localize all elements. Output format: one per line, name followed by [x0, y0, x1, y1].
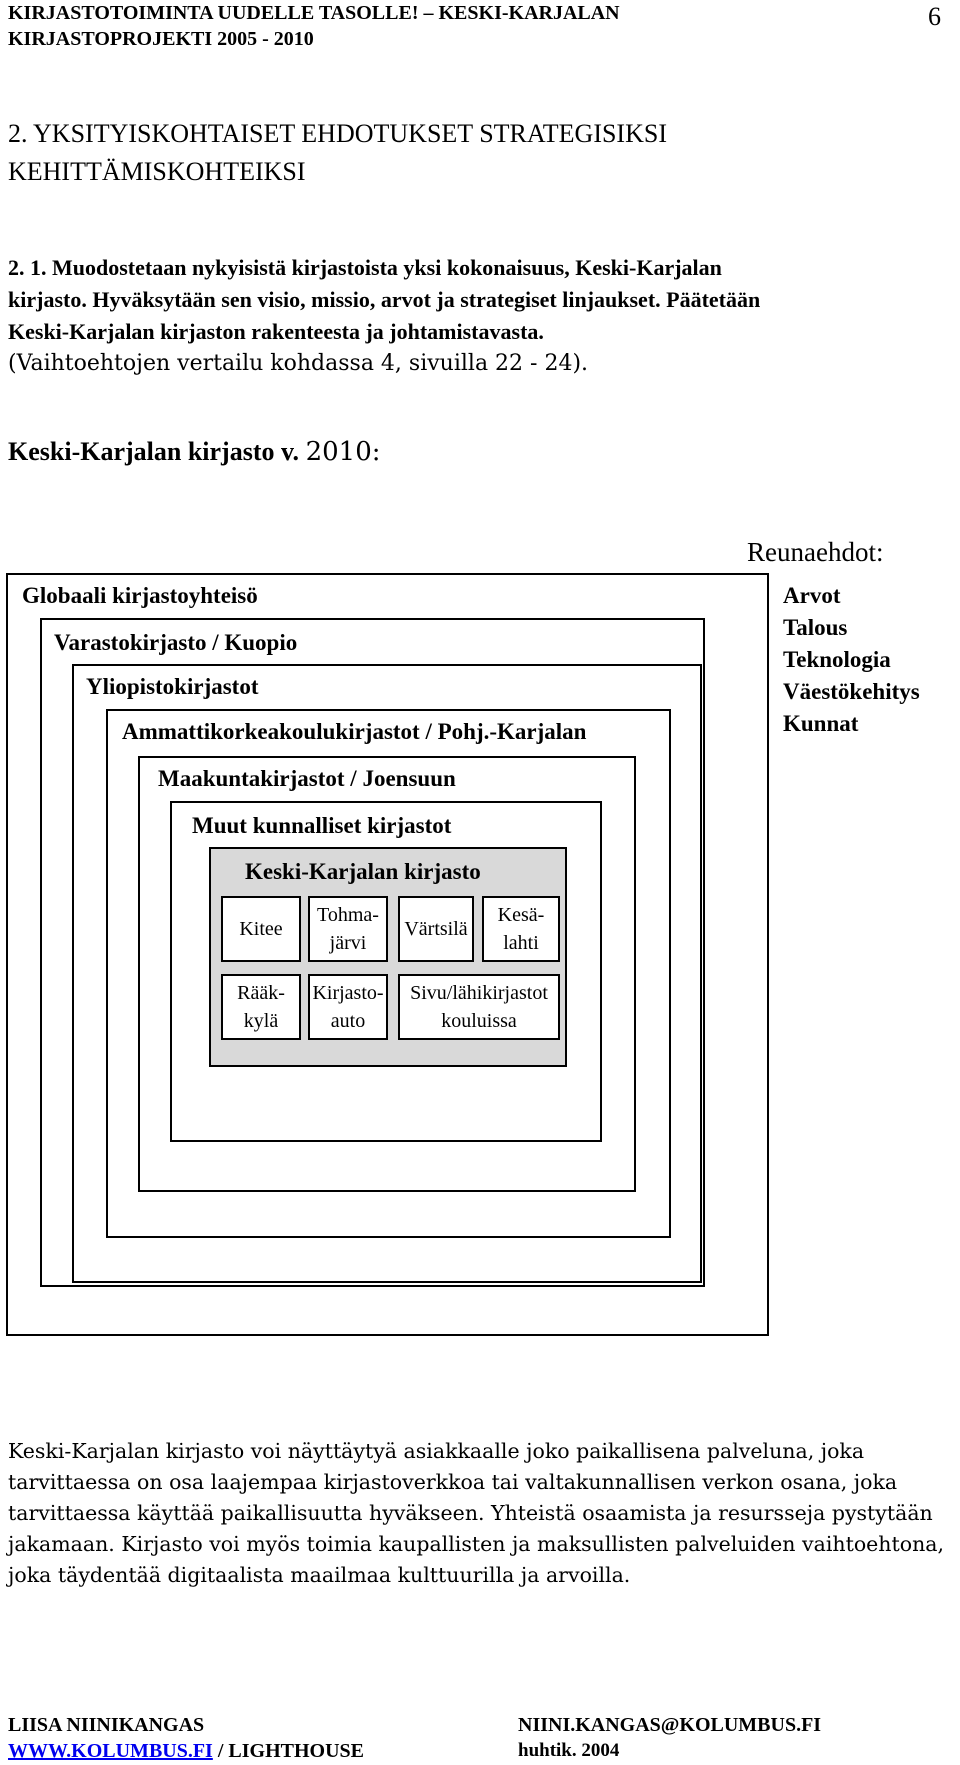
subsection-line4: (Vaihtoehtojen vertailu kohdassa 4, sivuilla 22 - 24).	[8, 351, 589, 376]
footer-email: NIINI.KANGAS@KOLUMBUS.FI	[518, 1714, 822, 1736]
condition-talous: Talous	[783, 615, 848, 640]
label-keski-karjala: Keski-Karjalan kirjasto	[245, 859, 481, 884]
unit-sivukirjastot-label: Sivu/lähikirjastot kouluissa	[410, 982, 548, 1032]
page-number: 6	[928, 2, 941, 31]
unit-raakkyla-label: Rääk- kylä	[237, 982, 285, 1032]
condition-teknologia: Teknologia	[783, 647, 891, 672]
unit-kesalahti-label: Kesä- lahti	[497, 904, 545, 954]
unit-kirjastoauto	[308, 974, 388, 1040]
diagram-heading	[8, 437, 381, 467]
body-line1: Keski-Karjalan kirjasto voi näyttäytyä asiakkaalle joko paikallisena palveluna, joka	[8, 1439, 865, 1463]
unit-vartsila	[398, 896, 474, 962]
unit-vartsila-label: Värtsilä	[404, 918, 468, 940]
label-muut: Muut kunnalliset kirjastot	[192, 813, 452, 838]
body-line5: joka täydentää digitaalista maailmaa kulttuurilla ja arvoilla.	[8, 1563, 631, 1587]
body-line2: tarvittaessa on osa laajempaa kirjastoverkkoa tai valtakunnallisen verkon osana, joka	[8, 1470, 898, 1494]
diagram-heading-title: Keski-Karjalan kirjasto v.	[8, 437, 306, 466]
subsection-line2: kirjasto. Hyväksytään sen visio, missio, arvot ja strategiset linjaukset. Päätetään	[8, 287, 761, 312]
unit-kesalahti	[482, 896, 560, 962]
conditions-title: Reunaehdot:	[747, 537, 884, 567]
diagram-heading-year: 2010:	[305, 437, 381, 467]
body-line3: tarvittaessa käyttää paikallisuutta hyväkseen. Yhteistä osaamista ja resursseja pystytään	[8, 1501, 933, 1525]
condition-vaestokehitys: Väestökehitys	[783, 679, 920, 704]
condition-kunnat: Kunnat	[783, 711, 859, 736]
unit-tohmajarvi-label: Tohma- järvi	[317, 904, 379, 954]
subsection-line1: 2. 1. Muodostetaan nykyisistä kirjastoista yksi kokonaisuus, Keski-Karjalan	[8, 255, 722, 280]
label-maakunta: Maakuntakirjastot / Joensuun	[158, 766, 456, 791]
unit-tohmajarvi	[308, 896, 388, 962]
subsection-line3: Keski-Karjalan kirjaston rakenteesta ja johtamistavasta.	[8, 319, 544, 344]
footer-website-link[interactable]: WWW.KOLUMBUS.FI	[8, 1740, 213, 1762]
unit-raakkyla	[221, 974, 301, 1040]
section-title-line2: KEHITTÄMISKOHTEIKSI	[8, 157, 306, 186]
unit-kitee-label: Kitee	[239, 918, 283, 940]
label-amk: Ammattikorkeakoulukirjastot / Pohj.-Karjalan	[122, 719, 587, 744]
footer-author: LIISA NIINIKANGAS	[8, 1714, 205, 1736]
label-varasto: Varastokirjasto / Kuopio	[54, 630, 298, 655]
footer-website-suffix: / LIGHTHOUSE	[212, 1740, 364, 1762]
label-yliopisto: Yliopistokirjastot	[86, 674, 259, 699]
footer-website-line	[8, 1738, 364, 1764]
section-title-line1: 2. YKSITYISKOHTAISET EHDOTUKSET STRATEGISIKSI	[8, 119, 667, 148]
body-line4: jakamaan. Kirjasto voi myös toimia kaupallisten ja maksullisten palveluiden vaihtoehtona,	[8, 1532, 945, 1556]
running-header-line2: KIRJASTOPROJEKTI 2005 - 2010	[8, 28, 314, 50]
running-header-line1: KIRJASTOTOIMINTA UUDELLE TASOLLE! – KESKI-KARJALAN	[8, 2, 620, 24]
unit-kirjastoauto-label: Kirjasto- auto	[312, 982, 384, 1032]
unit-kitee	[221, 896, 301, 962]
unit-sivukirjastot	[398, 974, 560, 1040]
label-global: Globaali kirjastoyhteisö	[22, 583, 258, 608]
footer-date: huhtik. 2004	[518, 1740, 620, 1761]
condition-arvot: Arvot	[783, 583, 841, 608]
